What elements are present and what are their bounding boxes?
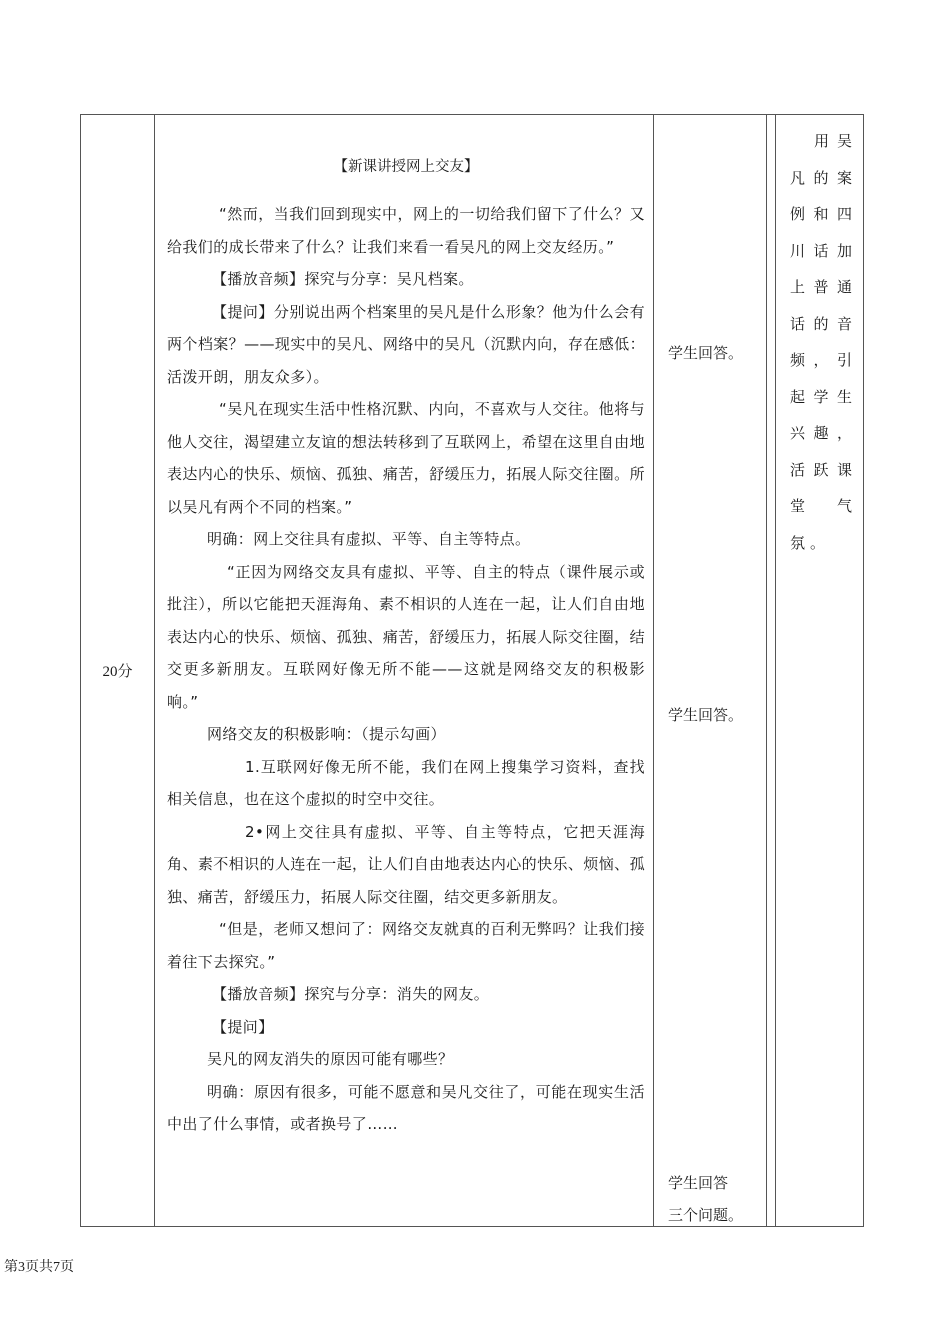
time-cell bbox=[81, 115, 155, 1227]
paragraph-9: 2•网上交往具有虚拟、平等、自主等特点，它把天涯海角、素不相识的人连在一起，让人们自由地表达内心的快乐、烦恼、孤独、痛苦，舒缓压力，拓展人际交往圈，结交更多新朋友。 bbox=[167, 822, 645, 906]
paragraph-10: “但是，老师又想问了：网络交友就真的百利无弊吗？让我们接着往下去探究。” bbox=[167, 920, 645, 971]
paragraph-4: “吴凡在现实生活中性格沉默、内向，不喜欢与人交往。他将与他人交往，渴望建立友谊的想法转移到了互联网上，希望在这里自由地表达内心的快乐、烦恼、孤独、痛苦，舒缓压力，拓展人际交往圈。所以吴凡有两个不同的档案。” bbox=[167, 400, 645, 516]
paragraph-3: 【提问】分别说出两个档案里的吴凡是什么形象？他为什么会有两个档案？——现实中的吴凡、网络中的吴凡（沉默内向，存在感低：活泼开朗，朋友众多）。 bbox=[167, 302, 645, 386]
paragraph-8: 1.互联网好像无所不能，我们在网上搜集学习资料，查找相关信息，也在这个虚拟的时空中交往。 bbox=[167, 757, 645, 808]
page-footer: 第3页共7页 bbox=[4, 1260, 74, 1275]
paragraph-13: 吴凡的网友消失的原因可能有哪些？ bbox=[207, 1050, 454, 1068]
student-note-3 bbox=[668, 1167, 743, 1231]
student-note-3-line2: 三个问题。 bbox=[668, 1206, 744, 1224]
paragraph-14: 明确：原因有很多，可能不愿意和吴凡交往了，可能在现实生活中出了什么事情，或者换号了…… bbox=[167, 1082, 645, 1133]
table-row bbox=[81, 115, 864, 1227]
paragraph-5: 明确：网上交往具有虚拟、平等、自主等特点。 bbox=[207, 530, 531, 548]
paragraph-6: “正因为网络交友具有虚拟、平等、自主的特点（课件展示或批注），所以它能把天涯海角、素不相识的人连在一起，让人们自由地表达内心的快乐、烦恼、孤独、痛苦，舒缓压力，拓展人际交往圈，结交更多新朋友。互联网好像无所不能——这就是网络交友的积极影响。” bbox=[167, 562, 645, 711]
spacer-cell bbox=[767, 115, 776, 1227]
student-note-3-line1: 学生回答 bbox=[668, 1174, 729, 1192]
student-note-1: 学生回答。 bbox=[668, 344, 744, 362]
paragraph-7: 网络交友的积极影响：（提示勾画） bbox=[207, 725, 446, 743]
teaching-content-cell bbox=[155, 115, 654, 1227]
student-activity-cell bbox=[654, 115, 767, 1227]
paragraph-1: “然而，当我们回到现实中，网上的一切给我们留下了什么？又给我们的成长带来了什么？让我们来看一看吴凡的网上交友经历。” bbox=[167, 205, 645, 256]
design-intent-text: 用吴凡的案例和四川话加上普通话的音频，引起学生兴趣，活跃课堂气氛。 bbox=[790, 132, 857, 552]
lesson-plan-table bbox=[80, 114, 864, 1227]
paragraph-12: 【提问】 bbox=[212, 1017, 274, 1036]
paragraph-2: 【播放音频】探究与分享：吴凡档案。 bbox=[212, 270, 474, 288]
paragraph-11: 【播放音频】探究与分享：消失的网友。 bbox=[212, 985, 490, 1003]
section-title: 【新课讲授网上交友】 bbox=[333, 159, 479, 175]
student-note-2: 学生回答。 bbox=[668, 706, 744, 724]
time-label: 20分 bbox=[102, 664, 133, 680]
design-intent-cell bbox=[776, 115, 864, 1227]
